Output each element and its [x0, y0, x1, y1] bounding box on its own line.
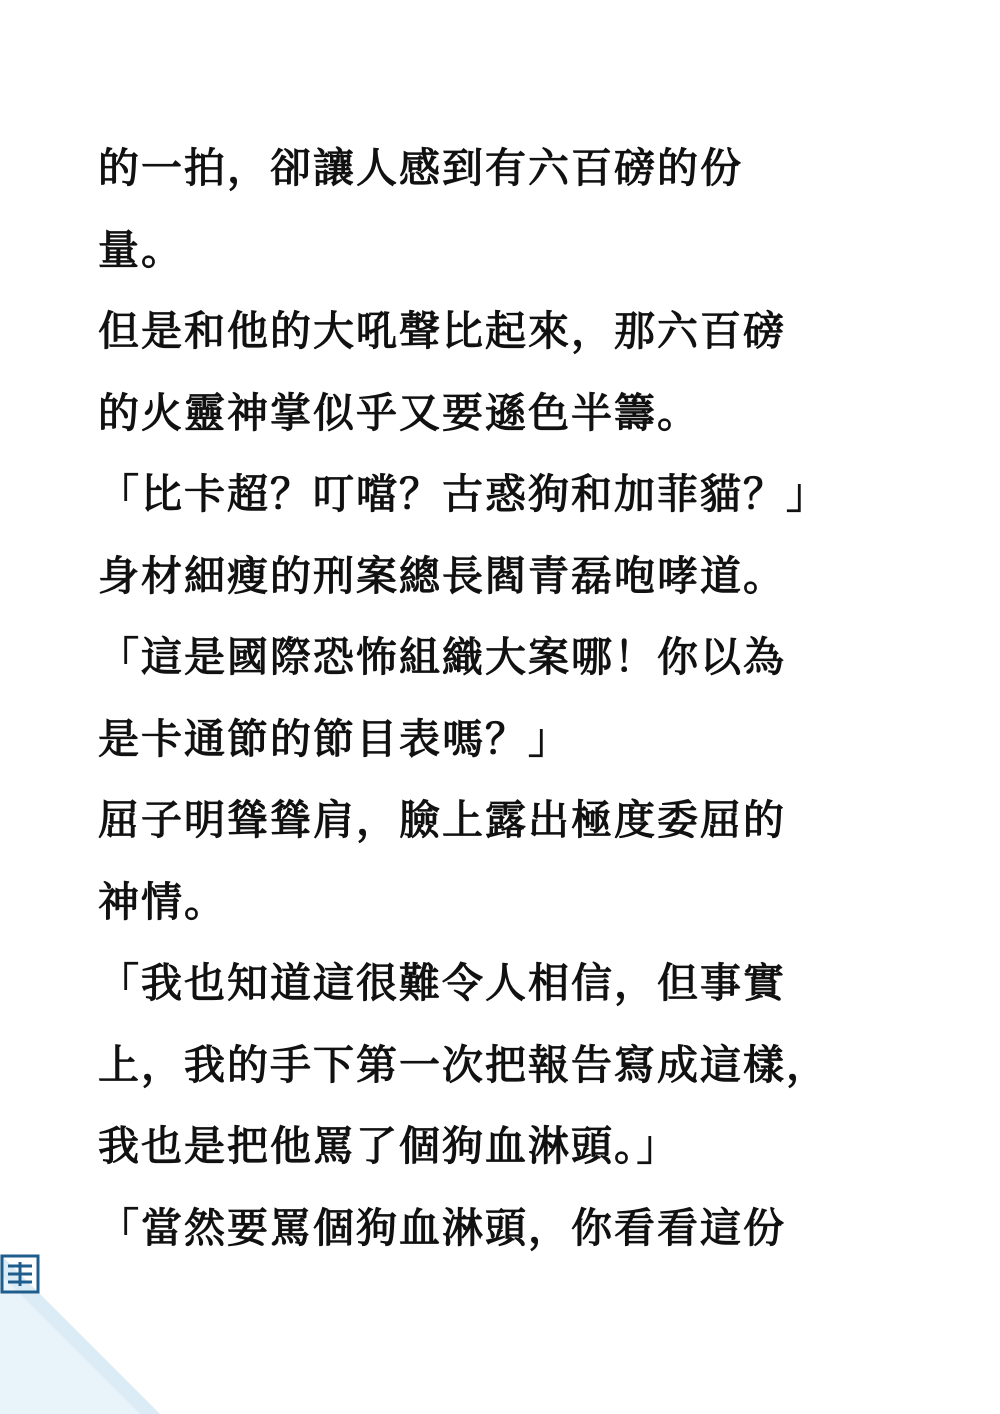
text-line: 的一拍，卻讓人感到有六百磅的份 — [98, 144, 743, 192]
text-line: 「當然要罵個狗血淋頭，你看看這份 — [98, 1203, 786, 1252]
text-line: 上，我的手下第一次把報告寫成這樣， — [98, 1040, 829, 1089]
text-line: 量。 — [98, 225, 184, 274]
watermark-logo-icon — [0, 1254, 40, 1294]
text-line: 我也是把他罵了個狗血淋頭。」 — [98, 1122, 680, 1170]
text-line: 「這是國際恐怖組織大案哪！你以為 — [98, 633, 786, 681]
watermark — [0, 1254, 160, 1414]
body-text — [98, 128, 978, 1269]
text-line: 的火靈神掌似乎又要遜色半籌。 — [98, 388, 700, 437]
text-line: 但是和他的大吼聲比起來，那六百磅 — [98, 307, 786, 355]
text-line: 「我也知道這很難令人相信，但事實 — [98, 959, 786, 1007]
text-line: 屈子明聳聳肩，臉上露出極度委屈的 — [98, 796, 786, 844]
text-line: 身材細瘦的刑案總長閻青磊咆哮道。 — [98, 551, 786, 600]
text-line: 是卡通節的節目表嗎？」 — [98, 714, 571, 763]
text-line: 神情。 — [98, 877, 227, 926]
text-line: 「比卡超？叮噹？古惑狗和加菲貓？」 — [98, 470, 829, 518]
